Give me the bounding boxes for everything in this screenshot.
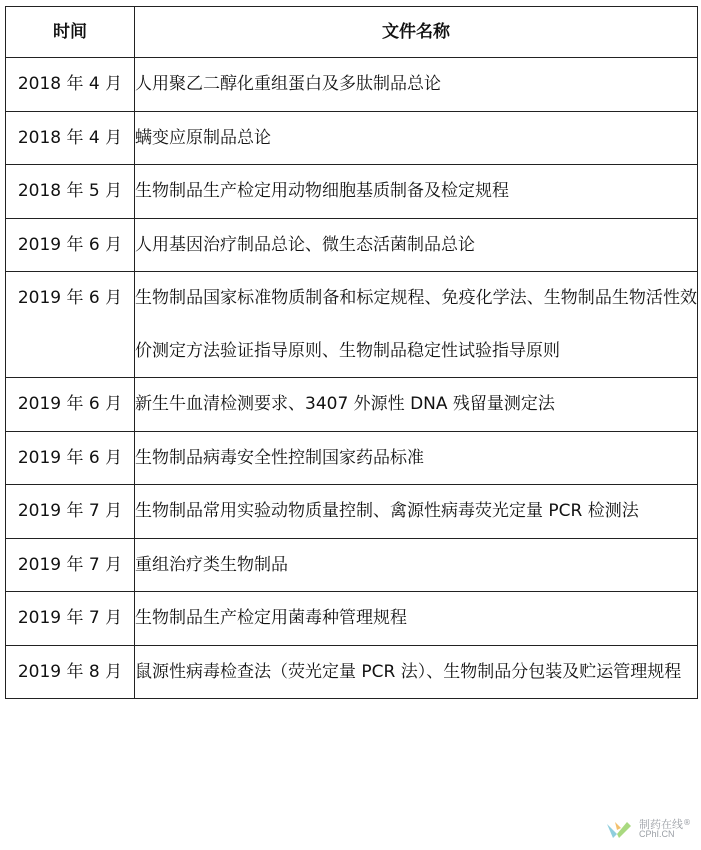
table-row (6, 165, 698, 219)
row-time: 2019 年 6 月 (6, 272, 135, 378)
watermark-en: CPhI.CN (639, 829, 675, 840)
row-time: 2018 年 4 月 (6, 111, 135, 165)
row-time: 2019 年 6 月 (6, 431, 135, 485)
row-document-name: 重组治疗类生物制品 (135, 538, 698, 592)
row-document-name: 人用基因治疗制品总论、微生态活菌制品总论 (135, 218, 698, 272)
row-document-name: 人用聚乙二醇化重组蛋白及多肽制品总论 (135, 58, 698, 112)
watermark-reg: ® (683, 817, 691, 827)
table-header-row (6, 7, 698, 58)
row-document-name: 生物制品国家标准物质制备和标定规程、免疫化学法、生物制品生物活性效价测定方法验证指导原则、生物制品稳定性试验指导原则 (135, 272, 698, 378)
cphi-logo-icon (605, 818, 635, 840)
table-row (6, 272, 698, 378)
regulation-table (5, 6, 698, 699)
row-time: 2018 年 4 月 (6, 58, 135, 112)
watermark (605, 818, 691, 840)
row-time: 2019 年 7 月 (6, 538, 135, 592)
watermark-cn: 制药在线 (639, 817, 683, 831)
row-time: 2019 年 8 月 (6, 645, 135, 699)
row-time: 2018 年 5 月 (6, 165, 135, 219)
table-row (6, 645, 698, 699)
row-document-name: 生物制品常用实验动物质量控制、禽源性病毒荧光定量 PCR 检测法 (135, 485, 698, 539)
table-row (6, 538, 698, 592)
row-document-name: 生物制品生产检定用动物细胞基质制备及检定规程 (135, 165, 698, 219)
table-row (6, 58, 698, 112)
table-row (6, 218, 698, 272)
row-document-name: 新生牛血清检测要求、3407 外源性 DNA 残留量测定法 (135, 378, 698, 432)
row-document-name: 螨变应原制品总论 (135, 111, 698, 165)
table-row (6, 485, 698, 539)
row-time: 2019 年 6 月 (6, 218, 135, 272)
row-document-name: 生物制品病毒安全性控制国家药品标准 (135, 431, 698, 485)
row-time: 2019 年 7 月 (6, 592, 135, 646)
row-document-name: 生物制品生产检定用菌毒种管理规程 (135, 592, 698, 646)
header-time: 时间 (6, 7, 135, 58)
table-row (6, 378, 698, 432)
row-time: 2019 年 6 月 (6, 378, 135, 432)
table-row (6, 431, 698, 485)
header-name: 文件名称 (135, 7, 698, 58)
table-row (6, 592, 698, 646)
row-document-name: 鼠源性病毒检查法（荧光定量 PCR 法）、生物制品分包装及贮运管理规程 (135, 645, 698, 699)
table-row (6, 111, 698, 165)
row-time: 2019 年 7 月 (6, 485, 135, 539)
